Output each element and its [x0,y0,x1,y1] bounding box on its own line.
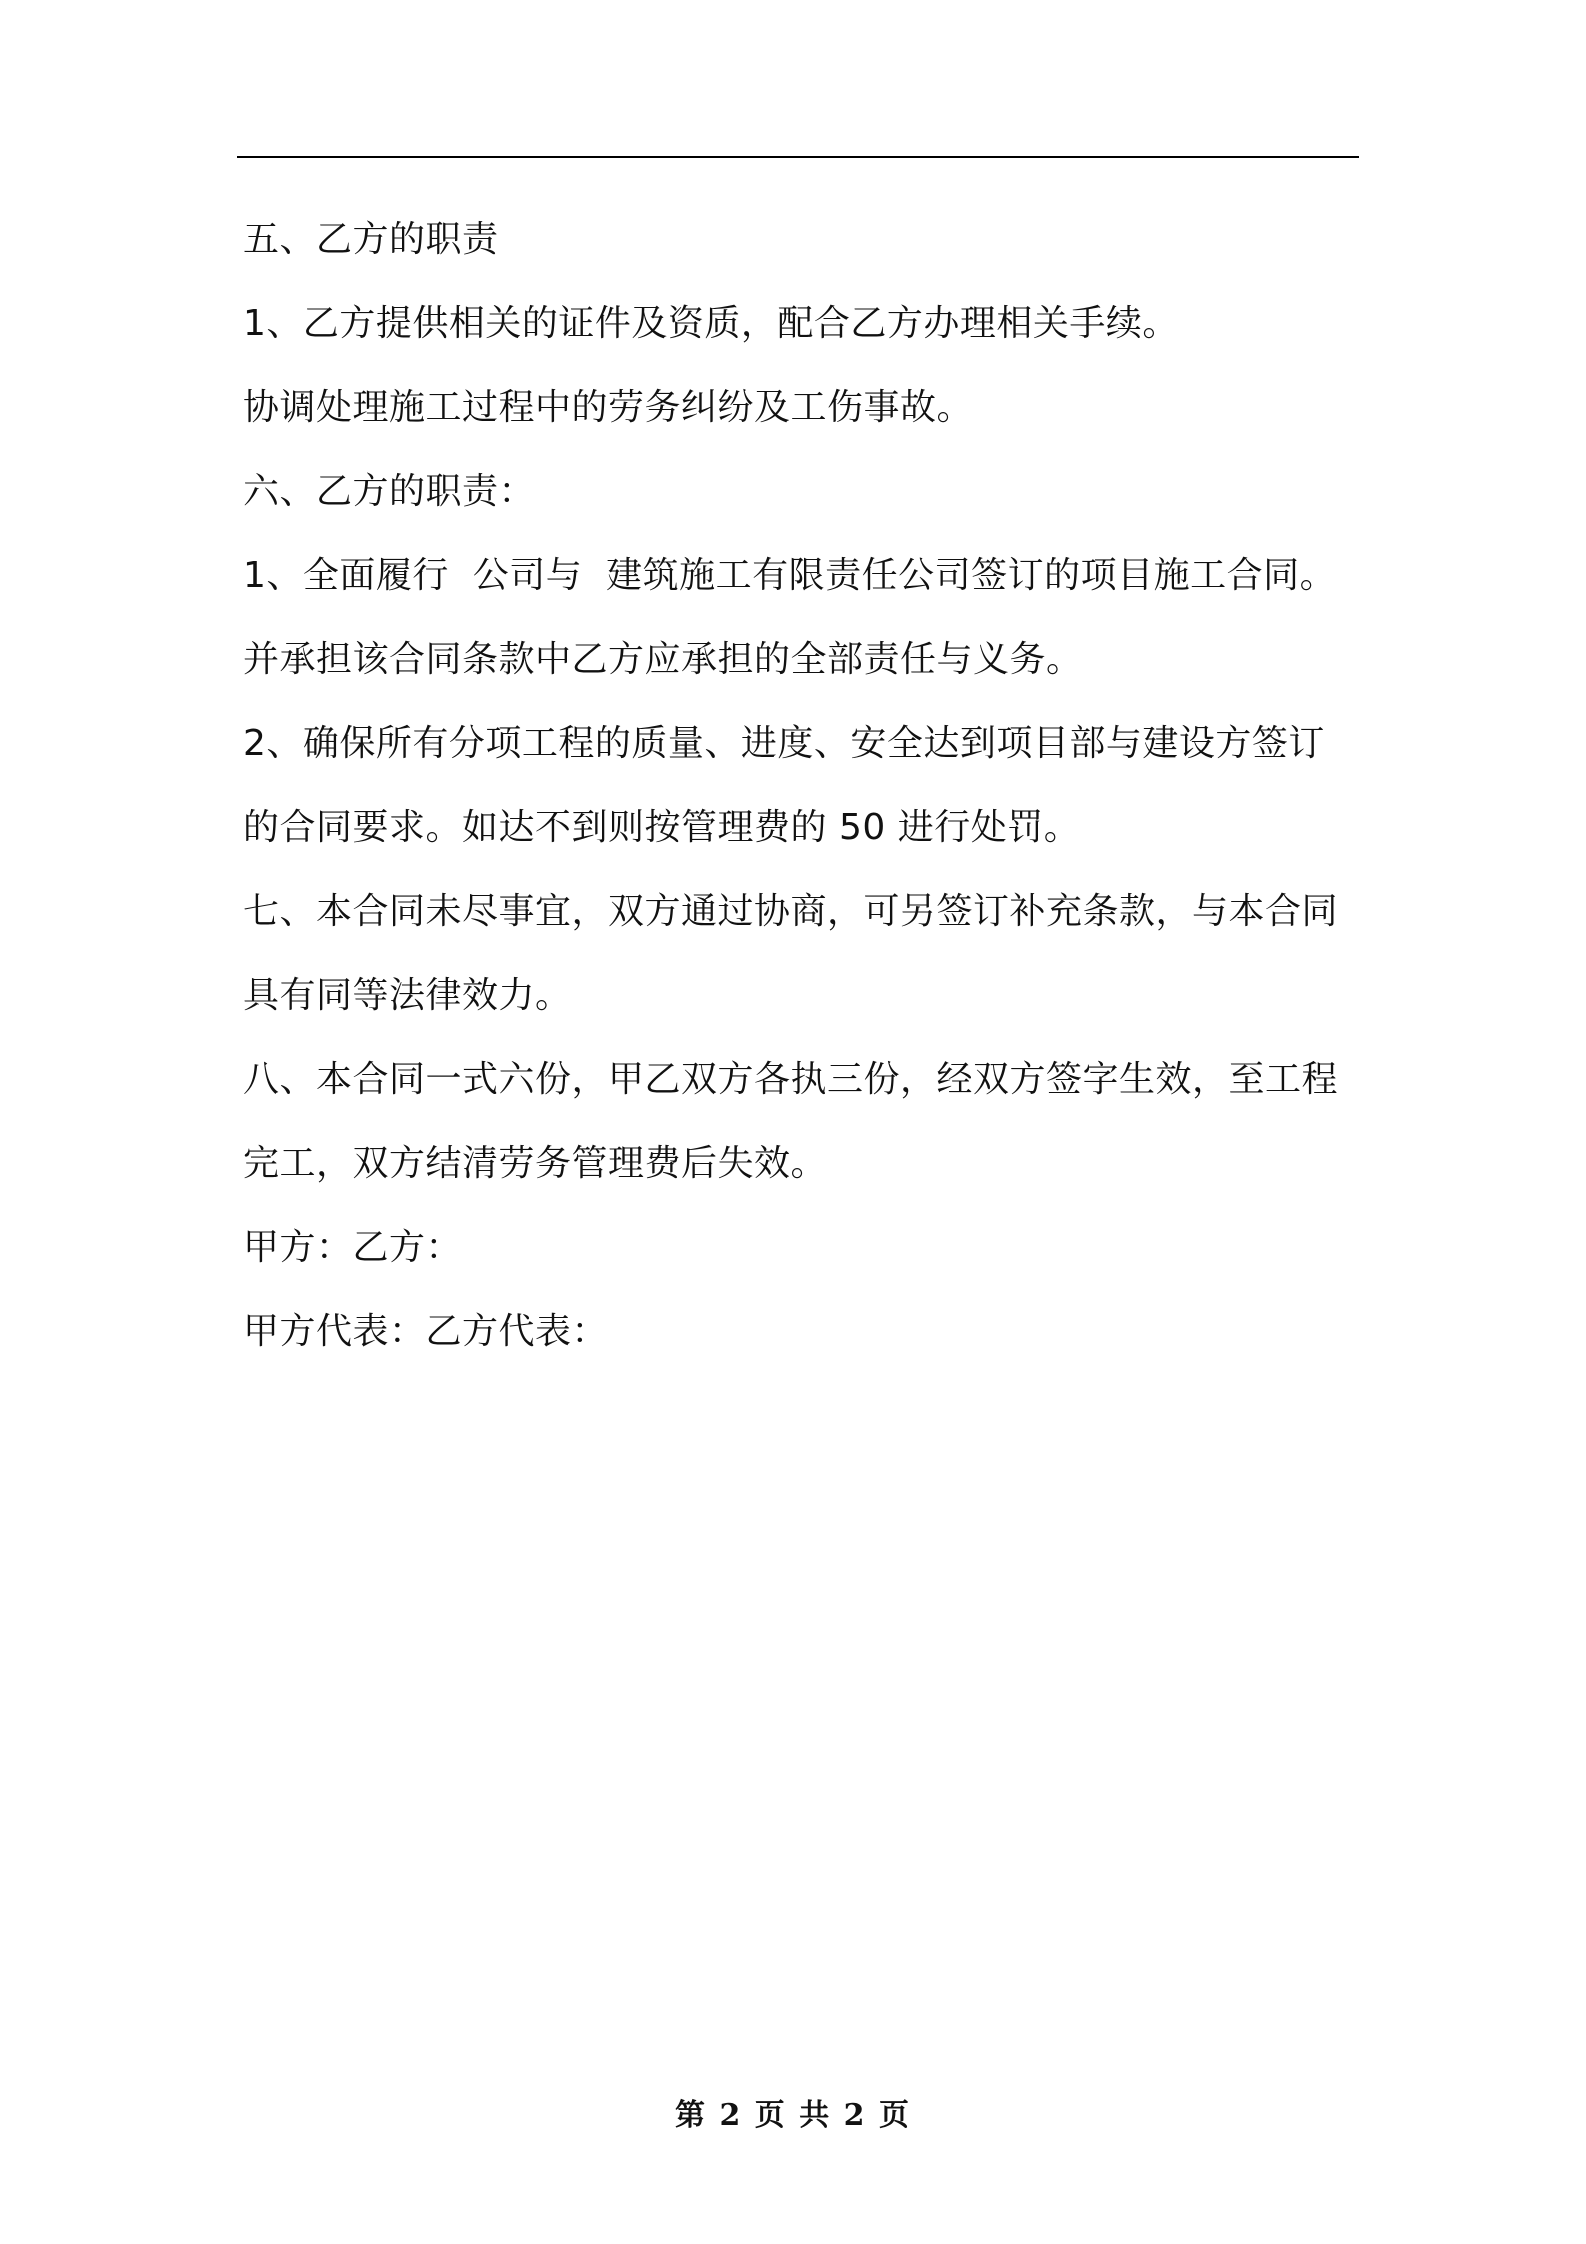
header-rule [237,156,1359,158]
page-footer [0,2096,1586,2136]
paragraph-line: 的合同要求。如达不到则按管理费的 50 进行处罚。 [243,807,1081,848]
signature-representatives: 甲方代表：乙方代表： [243,1311,609,1352]
section-heading-5: 五、乙方的职责 [243,219,499,260]
paragraph-line: 2、确保所有分项工程的质量、进度、安全达到项目部与建设方签订 [243,723,1325,764]
signature-parties: 甲方：乙方： [243,1227,463,1268]
section-heading-7: 七、本合同未尽事宜，双方通过协商，可另签订补充条款，与本合同 [243,891,1339,932]
section-heading-6: 六、乙方的职责： [243,471,536,512]
paragraph-line: 协调处理施工过程中的劳务纠纷及工伤事故。 [243,387,974,428]
page-number-label: 第 2 页 共 2 页 [675,2098,911,2133]
paragraph-line: 具有同等法律效力。 [243,975,572,1016]
paragraph-line: 并承担该合同条款中乙方应承担的全部责任与义务。 [243,639,1083,680]
paragraph-line: 1、乙方提供相关的证件及资质，配合乙方办理相关手续。 [243,303,1179,344]
section-heading-8: 八、本合同一式六份，甲乙双方各执三份，经双方签字生效，至工程 [243,1059,1339,1100]
contract-body [243,198,1361,1374]
paragraph-line: 完工，双方结清劳务管理费后失效。 [243,1143,828,1184]
paragraph-line: 1、全面履行 公司与 建筑施工有限责任公司签订的项目施工合同。 [243,555,1337,596]
